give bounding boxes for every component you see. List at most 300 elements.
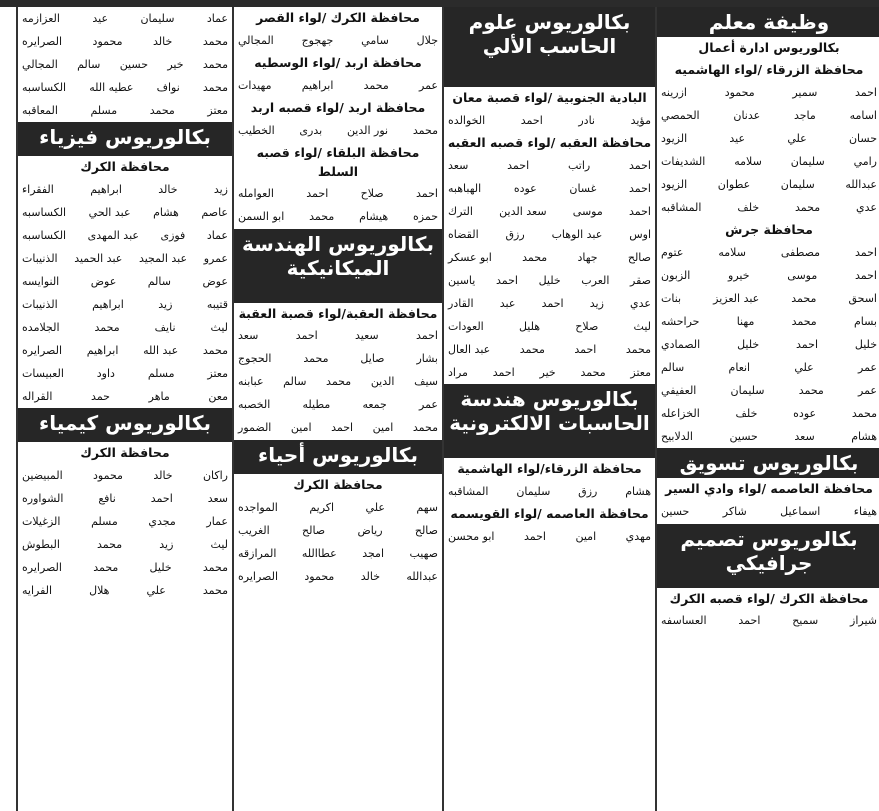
- name-part: جلال: [416, 33, 438, 47]
- name-part: العزازمه: [22, 11, 60, 25]
- name-part: محمد: [791, 292, 817, 305]
- names-list: [657, 241, 879, 448]
- name-part: ابو محسن: [448, 530, 495, 544]
- name-part: هلال: [89, 583, 110, 597]
- names-list: [18, 464, 232, 602]
- name-part: حسان: [848, 131, 877, 145]
- section-header: بكالوريوس تصميم جرافيكي: [657, 524, 879, 588]
- name-part: المعاقبه: [22, 103, 58, 117]
- name-part: احمد: [629, 158, 651, 172]
- name-part: العساسفه: [661, 614, 707, 628]
- name-part: علي: [787, 131, 807, 145]
- name-part: سعد: [794, 430, 815, 443]
- name-part: حسين: [119, 57, 148, 71]
- section-header: بكالوريوس علوم الحاسب الألي: [444, 7, 655, 87]
- name-part: محمد: [97, 537, 123, 551]
- name-part: البطوش: [22, 537, 60, 551]
- name-part: الجلامده: [22, 320, 60, 334]
- name-part: ياسين: [448, 273, 476, 287]
- name-part: الكساسبه: [22, 80, 67, 94]
- name-part: محمود: [93, 468, 123, 482]
- name-row: [234, 565, 442, 588]
- name-part: بشار: [416, 352, 438, 366]
- name-part: عبد الحميد: [74, 251, 123, 265]
- section-header: بكالوريوس أحياء: [234, 440, 442, 474]
- section-header: بكالوريوس الهندسة الميكانيكية: [234, 229, 442, 303]
- name-part: احمد: [520, 113, 543, 127]
- name-part: الكساسبه: [22, 228, 67, 242]
- name-part: سلامه: [718, 246, 746, 259]
- name-part: عبابنه: [238, 375, 264, 389]
- name-part: المشاقبه: [448, 485, 489, 498]
- name-part: محمد: [519, 342, 545, 356]
- region-heading: بكالوريوس ادارة أعمال: [698, 40, 840, 55]
- name-part: ابراهيم: [92, 297, 124, 311]
- name-part: صالح: [627, 250, 651, 264]
- name-part: الزيود: [661, 131, 688, 145]
- name-row: [18, 7, 232, 30]
- name-part: عبد العزيز: [713, 292, 760, 305]
- name-row: [657, 310, 879, 333]
- name-part: سعد: [207, 491, 228, 505]
- name-part: ليث: [210, 320, 228, 334]
- name-part: سليمان: [780, 177, 815, 191]
- name-part: مصطفى: [780, 246, 821, 259]
- name-part: جهجوج: [301, 33, 334, 47]
- name-part: محمد: [94, 320, 120, 334]
- name-part: الخطيب: [238, 124, 275, 137]
- name-row: [444, 526, 655, 549]
- name-part: خالد: [153, 468, 173, 482]
- name-part: الفقراء: [22, 182, 54, 196]
- name-part: امين: [372, 421, 394, 435]
- name-part: حسين: [729, 430, 758, 443]
- name-part: ماهر: [148, 389, 170, 403]
- name-part: محمد: [625, 342, 651, 356]
- name-part: محمد: [309, 210, 335, 224]
- name-part: احمد: [738, 614, 761, 628]
- name-row: [234, 74, 442, 97]
- name-part: هيفاء: [853, 505, 877, 519]
- name-part: داود: [96, 366, 115, 380]
- name-part: عوده: [513, 181, 537, 195]
- names-list: [234, 74, 442, 97]
- name-part: هشام: [851, 430, 877, 443]
- name-part: نواف: [156, 80, 180, 94]
- names-list: [657, 81, 879, 219]
- names-list: [234, 183, 442, 229]
- name-part: عدي: [856, 200, 877, 214]
- name-part: الشديفات: [661, 154, 706, 168]
- name-part: سهم: [416, 500, 438, 514]
- name-part: صالح: [414, 523, 438, 537]
- name-part: احمد: [629, 204, 651, 218]
- name-part: الضمور: [238, 421, 272, 435]
- name-part: احمد: [507, 158, 530, 172]
- name-part: الدين: [370, 375, 395, 389]
- name-part: سالم: [661, 361, 685, 374]
- name-part: الصرايره: [238, 569, 278, 583]
- name-part: مراد: [448, 365, 468, 379]
- name-part: احمد: [416, 187, 438, 201]
- name-part: محمود: [92, 34, 123, 48]
- name-part: الزغيلات: [22, 514, 61, 528]
- name-part: محمد: [202, 560, 228, 574]
- name-part: سلامه: [734, 154, 762, 168]
- name-part: مهنا: [736, 315, 755, 328]
- name-row: [657, 264, 879, 287]
- name-part: الزبون: [661, 269, 691, 282]
- name-part: الفرايه: [22, 583, 53, 597]
- name-part: عطوان: [717, 177, 751, 191]
- name-part: عبدالله: [845, 177, 877, 191]
- name-row: [18, 362, 232, 385]
- region-heading: محافظة اربد /لواء قصبه اربد: [250, 100, 426, 116]
- name-part: خليل: [538, 273, 561, 287]
- name-part: محمد: [791, 315, 817, 328]
- region-heading: محافظة الزرقاء /لواء الهاشميه: [674, 62, 864, 78]
- name-part: زيد: [158, 297, 173, 311]
- name-part: علي: [365, 500, 385, 514]
- name-part: عبد الحي: [88, 205, 131, 219]
- name-part: عدي: [630, 296, 651, 310]
- name-part: احمد: [629, 181, 651, 195]
- name-row: [234, 183, 442, 206]
- name-row: [234, 519, 442, 542]
- name-part: نافع: [98, 491, 116, 505]
- name-part: الصرايره: [22, 343, 62, 357]
- name-row: [657, 150, 879, 173]
- name-part: معن: [208, 389, 228, 403]
- name-part: مهيدات: [238, 78, 272, 92]
- name-row: [234, 348, 442, 371]
- region-heading: محافظة الكرك: [80, 445, 170, 461]
- name-part: محمد: [202, 80, 228, 94]
- name-row: [657, 241, 879, 264]
- name-part: سالم: [283, 375, 307, 389]
- name-row: [444, 154, 655, 177]
- name-row: [444, 109, 655, 132]
- name-part: موسى: [572, 204, 603, 218]
- region-heading: محافظة العاصمه /لواء وادي السير: [665, 481, 873, 497]
- name-part: العرب: [581, 273, 610, 287]
- names-list: [234, 119, 442, 142]
- name-row: [657, 501, 879, 524]
- name-part: راكان: [202, 468, 228, 482]
- name-row: [657, 127, 879, 150]
- name-part: محمد: [798, 384, 824, 397]
- name-part: هشام: [153, 205, 179, 219]
- names-list: [444, 109, 655, 132]
- name-part: احمد: [306, 187, 329, 201]
- name-part: رزق: [578, 485, 598, 498]
- name-part: بدرى: [299, 124, 323, 137]
- name-part: عمر: [419, 398, 438, 412]
- name-part: محمد: [326, 375, 352, 389]
- name-part: ابراهيم: [90, 182, 122, 196]
- name-part: احمد: [495, 273, 518, 287]
- name-part: عمرو: [203, 251, 228, 265]
- name-part: عمر: [419, 78, 438, 92]
- name-part: القراله: [22, 389, 53, 403]
- name-part: محمد: [522, 250, 548, 264]
- name-part: عيد: [729, 131, 746, 145]
- name-row: [234, 119, 442, 142]
- name-part: ازرينه: [661, 85, 687, 99]
- name-part: المجالي: [22, 57, 58, 71]
- name-part: سيف: [414, 375, 438, 389]
- names-list: [444, 480, 655, 503]
- name-part: احمد: [574, 342, 597, 356]
- name-row: [444, 223, 655, 246]
- name-part: خليل: [854, 338, 877, 351]
- region-heading: محافظة الكرك: [80, 159, 170, 174]
- name-part: خلف: [735, 407, 758, 420]
- name-part: ليث: [633, 319, 651, 333]
- name-part: بسام: [853, 315, 877, 328]
- name-row: [18, 247, 232, 270]
- name-row: [234, 325, 442, 348]
- name-part: الخزاعله: [661, 407, 700, 420]
- section-header: بكالوريوس هندسة الحاسبات الالكترونية: [444, 384, 655, 458]
- name-part: عبد الله: [143, 343, 179, 357]
- name-part: اسامه: [849, 108, 877, 122]
- name-part: احمد: [855, 269, 877, 282]
- name-part: امين: [290, 421, 312, 435]
- name-part: الغريب: [238, 523, 270, 537]
- name-part: امين: [575, 530, 597, 544]
- region-heading: محافظة جرش: [725, 222, 813, 238]
- name-part: العفيفي: [661, 384, 697, 397]
- column-1: [655, 7, 879, 811]
- name-part: خليل: [737, 338, 760, 351]
- name-part: سالم: [147, 274, 171, 288]
- name-part: عبدالله: [406, 569, 438, 583]
- name-part: عبد العال: [448, 342, 491, 356]
- name-row: [657, 333, 879, 356]
- name-part: عمر: [858, 384, 877, 397]
- name-row: [444, 480, 655, 503]
- name-part: عبد المهدى: [87, 228, 139, 242]
- name-row: [657, 425, 879, 448]
- name-part: عبد الوهاب: [551, 227, 603, 241]
- name-part: سليمان: [516, 485, 551, 498]
- name-part: الزيود: [661, 177, 688, 191]
- name-part: محمد: [149, 103, 175, 117]
- name-part: هيشام: [359, 210, 389, 224]
- name-part: المواجده: [238, 500, 278, 514]
- name-part: خالد: [153, 34, 173, 48]
- name-part: محمد: [412, 421, 438, 435]
- name-part: الترك: [448, 204, 473, 218]
- name-part: مطيله: [302, 398, 331, 412]
- name-part: قتيبه: [206, 297, 228, 311]
- name-part: نادر: [578, 113, 595, 127]
- names-list: [234, 325, 442, 440]
- name-row: [18, 533, 232, 556]
- name-row: [234, 542, 442, 565]
- name-part: جهاد: [577, 250, 598, 264]
- name-part: اوس: [629, 227, 651, 241]
- name-part: المجالي: [238, 33, 274, 47]
- name-part: سمير: [792, 85, 818, 99]
- name-row: [18, 201, 232, 224]
- name-part: الصرايره: [22, 560, 62, 574]
- name-part: مؤيد: [630, 113, 651, 127]
- name-part: الحمصي: [661, 108, 700, 122]
- name-row: [18, 99, 232, 122]
- name-part: احمد: [416, 329, 438, 343]
- name-row: [18, 487, 232, 510]
- names-list: [657, 610, 879, 633]
- name-part: الصمادي: [661, 338, 701, 351]
- name-part: الشواوره: [22, 491, 64, 505]
- region-heading: محافظة الكرك /لواء القصر: [256, 10, 420, 25]
- name-part: عماد: [206, 228, 228, 242]
- name-part: صايل: [360, 352, 385, 366]
- name-part: رزق: [505, 227, 525, 241]
- name-part: معتز: [207, 366, 228, 380]
- name-part: مجدي: [148, 514, 176, 528]
- name-row: [18, 385, 232, 408]
- section-header: وظيفة معلم: [657, 7, 879, 37]
- name-part: سليمان: [730, 384, 765, 397]
- name-part: خالد: [158, 182, 178, 196]
- column-3: [232, 7, 442, 811]
- name-part: نايف: [154, 320, 176, 334]
- name-part: حراحشه: [661, 315, 700, 328]
- name-part: اسحق: [848, 292, 877, 305]
- name-part: صلاح: [360, 187, 384, 201]
- name-row: [234, 496, 442, 519]
- name-part: عطيه الله: [89, 80, 134, 94]
- name-part: بنات: [661, 292, 682, 305]
- name-part: سعد: [448, 158, 469, 172]
- name-part: عمار: [206, 514, 228, 528]
- name-part: عوض: [90, 274, 117, 288]
- name-part: احمد: [855, 246, 877, 259]
- name-part: صالح: [302, 523, 326, 537]
- name-part: عماد: [206, 11, 228, 25]
- name-part: اسماعيل: [780, 505, 821, 519]
- name-part: عدنان: [733, 108, 761, 122]
- name-part: مهدي: [625, 530, 651, 544]
- name-row: [18, 76, 232, 99]
- name-part: رياض: [357, 523, 383, 537]
- name-part: الكساسبه: [22, 205, 67, 219]
- name-row: [657, 173, 879, 196]
- name-row: [18, 30, 232, 53]
- name-part: محمد: [202, 343, 228, 357]
- name-part: ليث: [210, 537, 228, 551]
- name-part: احمد: [150, 491, 173, 505]
- name-part: العوامله: [238, 187, 274, 201]
- name-part: احمد: [295, 329, 318, 343]
- name-row: [657, 196, 879, 219]
- name-part: الهباهبه: [448, 181, 482, 195]
- name-part: سعد: [238, 329, 259, 343]
- name-part: مسلم: [90, 103, 118, 117]
- names-list: [234, 29, 442, 52]
- name-part: الخصبه: [238, 398, 271, 412]
- name-row: [18, 224, 232, 247]
- name-row: [444, 177, 655, 200]
- name-part: ابراهيم: [301, 78, 334, 92]
- name-part: حمد: [91, 389, 110, 403]
- name-part: سامي: [361, 33, 389, 47]
- name-part: سالم: [77, 57, 101, 71]
- name-part: ابو السمن: [238, 210, 285, 224]
- name-part: شيراز: [850, 614, 877, 628]
- region-heading: محافظة اربد /لواء الوسطيه: [254, 55, 422, 71]
- name-row: [444, 246, 655, 269]
- name-row: [18, 53, 232, 76]
- name-part: موسى: [787, 269, 818, 282]
- name-row: [657, 610, 879, 633]
- name-part: الحجوج: [238, 352, 272, 366]
- name-row: [18, 510, 232, 533]
- region-heading: محافظة العاصمه /لواء القويسمه: [450, 506, 649, 522]
- name-part: عطاالله: [301, 546, 337, 560]
- name-part: سعيد: [355, 329, 379, 343]
- name-row: [18, 178, 232, 201]
- name-part: العودات: [448, 319, 484, 333]
- name-part: محمد: [851, 407, 877, 420]
- name-part: انعام: [728, 361, 751, 374]
- region-heading: محافظة الكرك: [293, 476, 383, 492]
- name-part: هليل: [518, 319, 541, 333]
- name-part: خير: [167, 57, 184, 71]
- name-part: معتز: [630, 365, 651, 379]
- name-part: سميح: [792, 614, 819, 628]
- name-row: [657, 379, 879, 402]
- name-part: محمد: [303, 352, 329, 366]
- name-part: المرازقه: [238, 546, 277, 560]
- region-heading: البادية الجنوبية /لواء قصبة معان: [452, 90, 647, 105]
- name-row: [18, 316, 232, 339]
- name-part: عوض: [202, 274, 228, 288]
- name-part: الصرايره: [22, 34, 62, 48]
- name-part: صقر: [630, 273, 651, 287]
- name-part: القادر: [448, 296, 474, 310]
- column-4: [16, 7, 232, 811]
- name-row: [444, 315, 655, 338]
- name-part: احمد: [523, 530, 546, 544]
- name-part: عبد المجيد: [138, 251, 188, 265]
- name-part: سعد الدين: [499, 204, 547, 218]
- name-part: رامي: [853, 154, 877, 168]
- name-part: الذنيبات: [22, 297, 58, 311]
- name-part: جمعه: [362, 398, 387, 412]
- name-part: راتب: [567, 158, 591, 172]
- name-part: محمد: [202, 34, 228, 48]
- name-part: حسين: [661, 505, 690, 519]
- name-part: العبيسات: [22, 366, 64, 380]
- region-heading: محافظة البلقاء /لواء قصبه السلط: [256, 145, 420, 179]
- name-part: علي: [794, 361, 814, 374]
- name-row: [444, 338, 655, 361]
- region-heading: محافظة الكرك /لواء قصبه الكرك: [669, 590, 869, 606]
- names-list: [18, 7, 232, 122]
- section-header: بكالوريوس كيمياء: [18, 408, 232, 442]
- name-part: محمد: [93, 560, 119, 574]
- name-row: [18, 464, 232, 487]
- name-row: [657, 356, 879, 379]
- name-row: [18, 293, 232, 316]
- name-row: [18, 579, 232, 602]
- name-part: محمد: [580, 365, 606, 379]
- name-row: [234, 394, 442, 417]
